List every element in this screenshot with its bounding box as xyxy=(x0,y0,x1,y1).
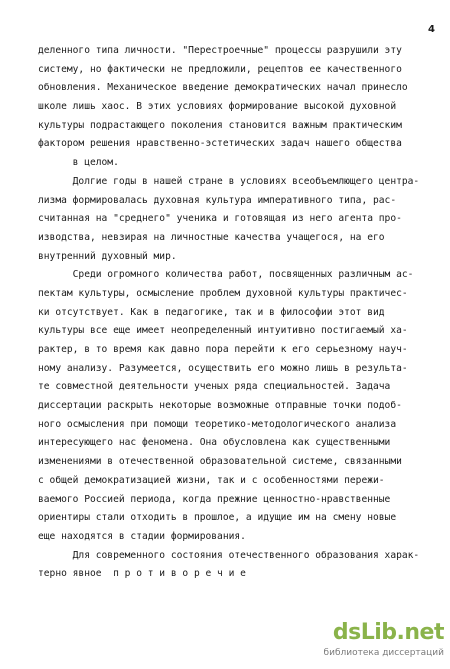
text-line: диссертации раскрыть некоторые возможные отправные точки подоб- xyxy=(38,400,402,412)
text-line: фактором решения нравственно-эстетических задач нашего общества xyxy=(38,138,402,150)
text-line: изменениями в отечественной образовательной системе, связанными xyxy=(38,456,402,468)
text-line: ного осмысления при помощи теоретико-методологического анализа xyxy=(38,418,397,430)
text-line: те совместной деятельности ученых ряда специальностей. Задача xyxy=(38,381,391,393)
text-line: Долгие годы в нашей стране в условиях всеобъемлющего центра- xyxy=(38,175,420,187)
text-line: Среди огромного количества работ, посвященных различным ас- xyxy=(38,269,414,281)
page-number: 4 xyxy=(428,24,435,35)
text-line: в целом. xyxy=(38,157,119,169)
dissertation-text xyxy=(38,42,433,584)
text-line: лизма формировалась духовная культура императивного типа, рас- xyxy=(38,194,397,206)
watermark-caption: библиотека диссертаций xyxy=(323,648,444,658)
text-line: Для современного состояния отечественного образования харак- xyxy=(38,549,420,561)
text-line: ваемого Россией периода, когда прежние ценностно-нравственные xyxy=(38,493,391,505)
text-line: школе лишь хаос. В этих условиях формирование высокой духовной xyxy=(38,101,397,113)
text-line: считанная на "среднего" ученика и готовящая из него агента про- xyxy=(38,213,402,225)
text-line: пектам культуры, осмысление проблем духовной культуры практичес- xyxy=(38,287,408,299)
text-line: культуры все еще имеет неопределенный интуитивно постигаемый ха- xyxy=(38,325,408,337)
text-line: систему, но фактически не предложили, рецептов ее качественного xyxy=(38,63,402,75)
text-line: интересующего нас феномена. Она обусловлена как существенными xyxy=(38,437,391,449)
text-line: ному анализу. Разумеется, осуществить его можно лишь в результа- xyxy=(38,362,408,374)
text-line: внутренний духовный мир. xyxy=(38,250,177,262)
text-line: деленного типа личности. "Перестроечные" процессы разрушили эту xyxy=(38,45,402,56)
text-line: терно явное п р о т и в о р е ч и е xyxy=(38,568,246,580)
text-line: обновления. Механическое введение демократических начал принесло xyxy=(38,82,408,94)
text-line: рактер, в то время как давно пора перейти к его серьезному науч- xyxy=(38,344,408,355)
watermark-logo: dsLib.net xyxy=(332,620,444,645)
text-line: ориентиры стали отходить в прошлое, а идущие им на смену новые xyxy=(38,512,397,524)
text-line: культуры подрастающего поколения становится важным практическим xyxy=(38,119,402,131)
text-line: ки отсутствует. Как в педагогике, так и в философии этот вид xyxy=(38,306,385,318)
text-line: с общей демократизацией жизни, так и с особенностями пережи- xyxy=(38,474,385,486)
watermark xyxy=(318,618,448,666)
text-line: еще находятся в стадии формирования. xyxy=(38,530,246,542)
text-line: изводства, невзирая на личностные качества учащегося, на его xyxy=(38,231,385,243)
